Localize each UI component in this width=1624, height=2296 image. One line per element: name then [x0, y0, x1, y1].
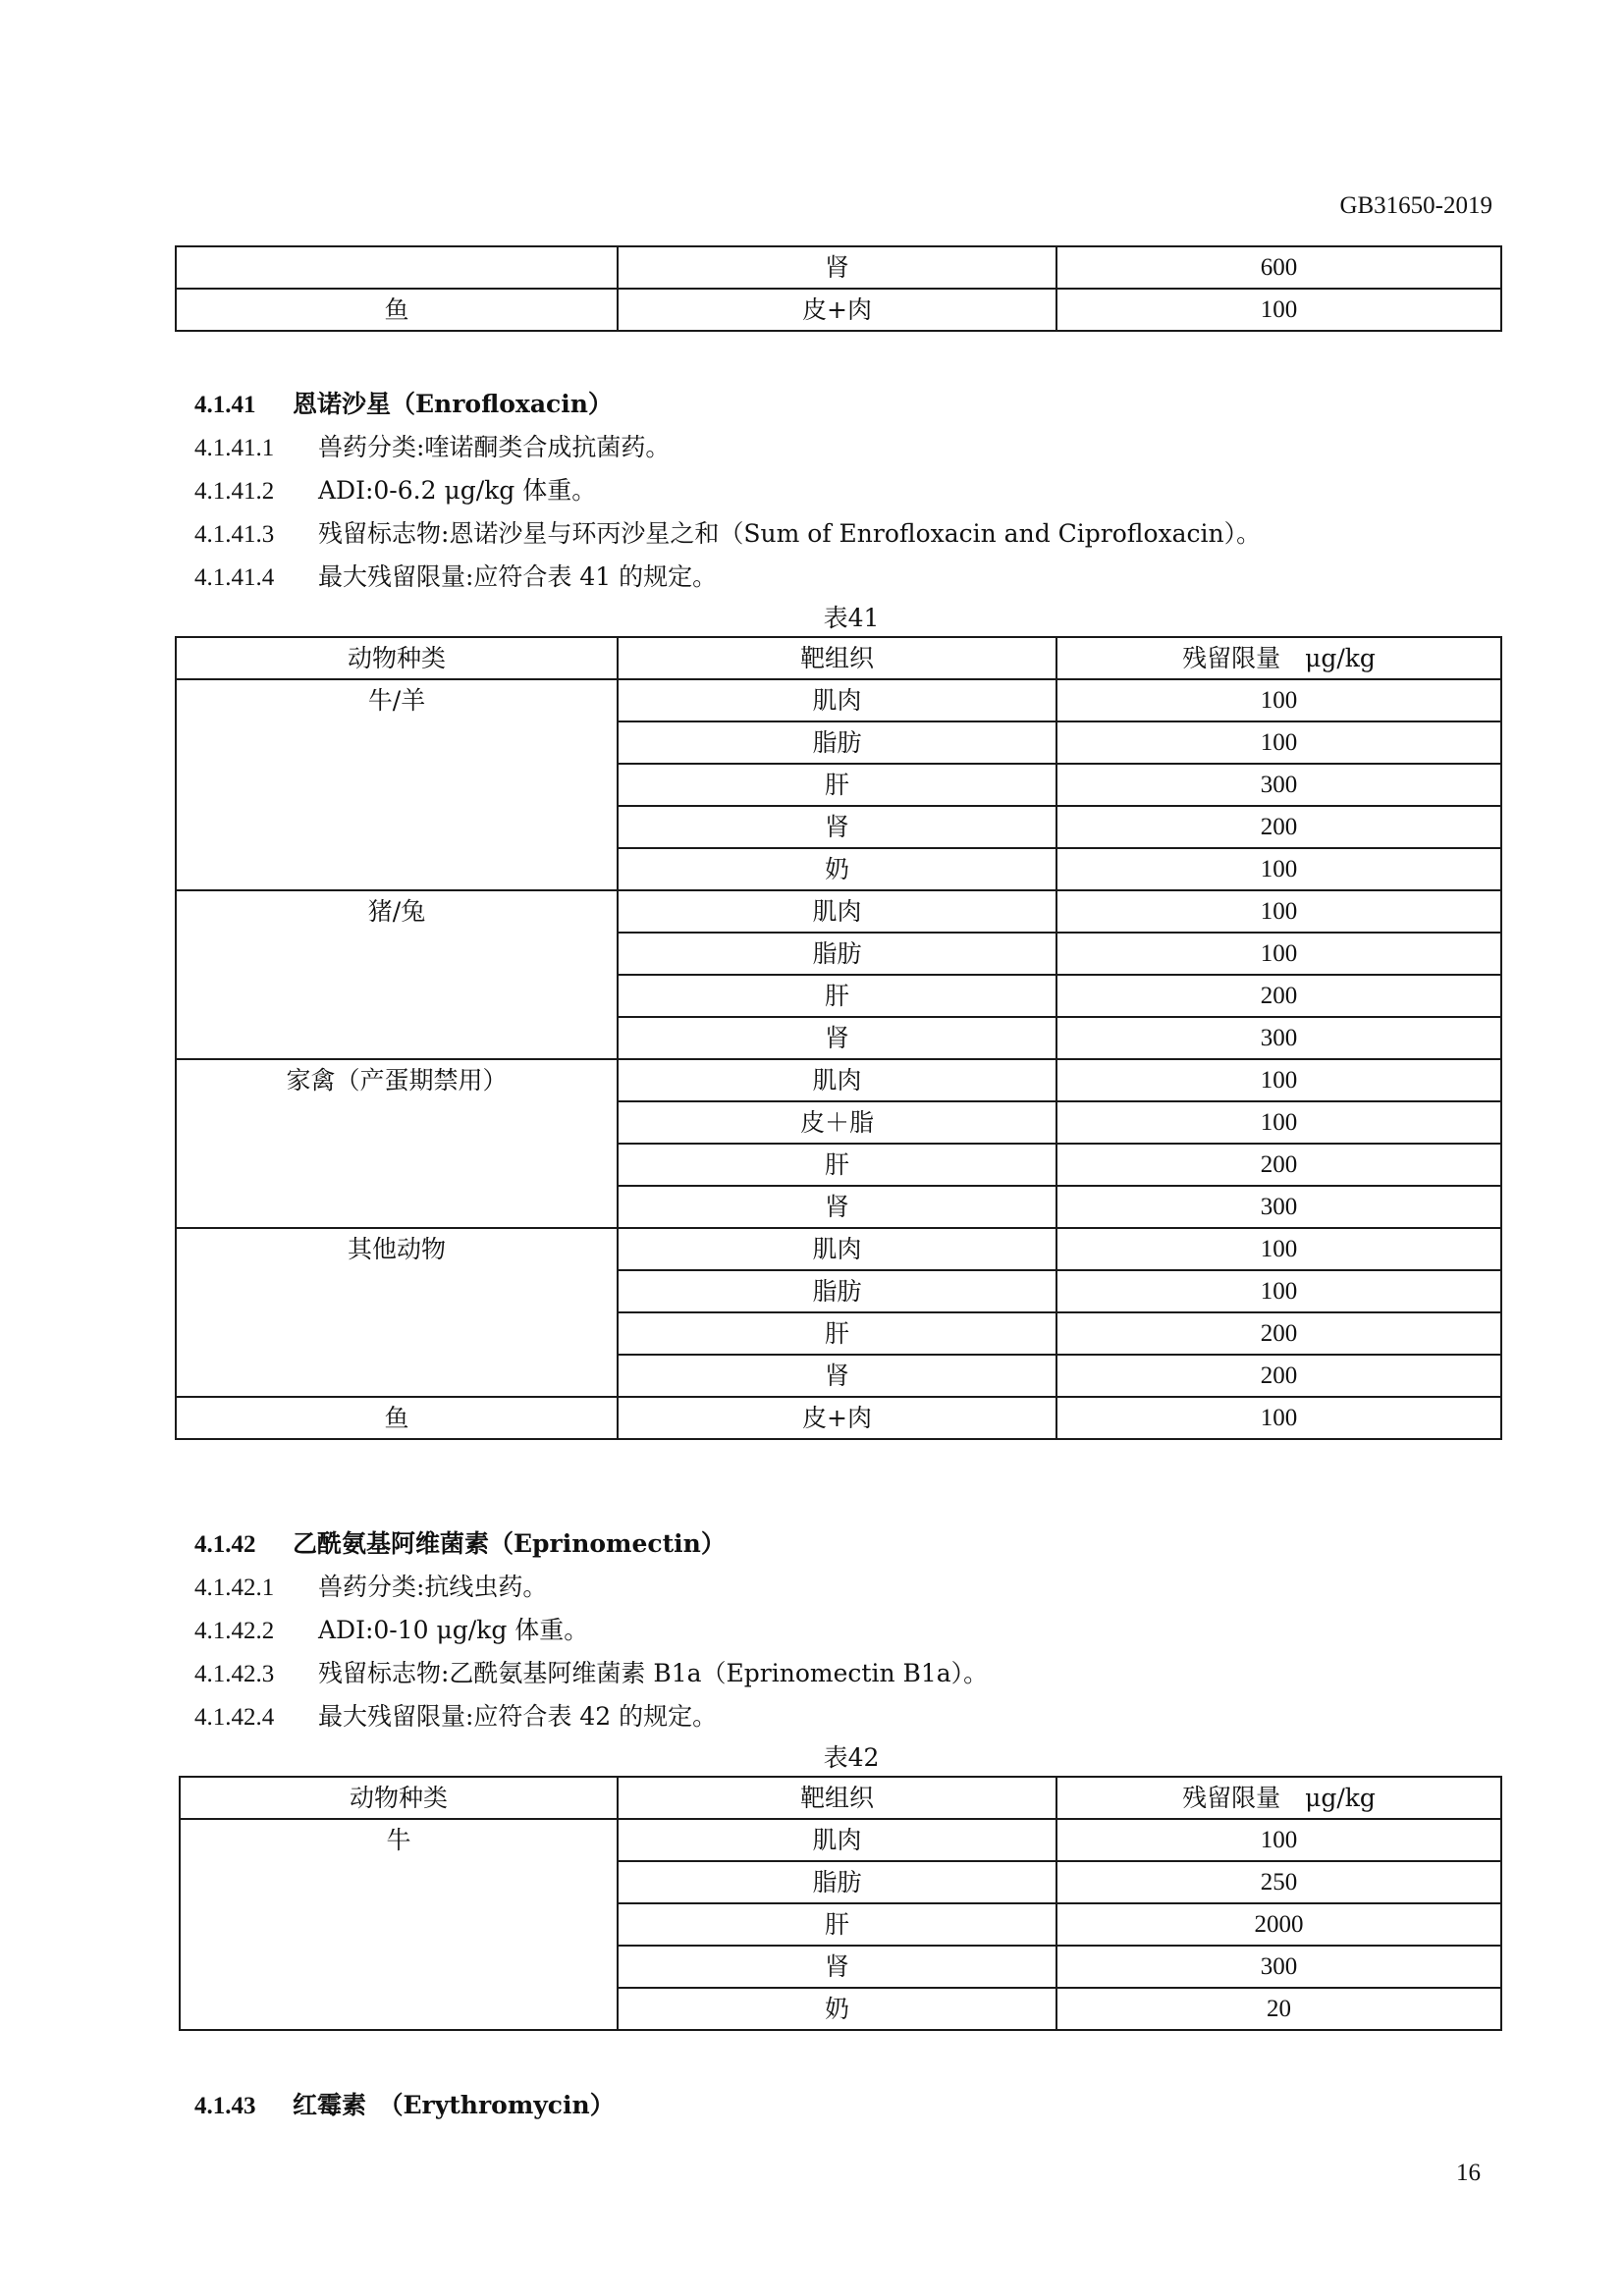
clause-item [194, 558, 717, 593]
tissue-cell: 肝 [618, 1144, 1056, 1186]
section-heading-erythromycin [194, 2086, 615, 2121]
tissue-cell: 皮+肉 [618, 1397, 1056, 1439]
limit-cell: 100 [1056, 721, 1501, 764]
tissue-cell: 肾 [618, 1017, 1056, 1059]
tissue-cell: 肌肉 [618, 1819, 1056, 1861]
limit-cell: 200 [1056, 1355, 1501, 1397]
clause-item [194, 1697, 717, 1733]
table-row [176, 1228, 1501, 1270]
limit-cell: 100 [1056, 1270, 1501, 1312]
clause-text: ADI:0-10 μg/kg 体重。 [318, 1616, 589, 1644]
table-caption: 表41 [823, 604, 880, 632]
clause-text: 残留标志物:乙酰氨基阿维菌素 B1a（Eprinomectin B1a）。 [318, 1659, 989, 1687]
clause-text: 兽药分类:抗线虫药。 [318, 1573, 548, 1601]
clause-text: 兽药分类:喹诺酮类合成抗菌药。 [318, 433, 671, 461]
tissue-cell: 皮+肉 [618, 289, 1056, 331]
limit-cell: 100 [1056, 933, 1501, 975]
tissue-cell: 肌肉 [618, 679, 1056, 721]
clause-text: 最大残留限量:应符合表 42 的规定。 [318, 1702, 718, 1731]
clause-number: 4.1.41.3 [194, 521, 275, 548]
limit-cell: 2000 [1056, 1903, 1501, 1946]
table-row [180, 1819, 1501, 1861]
column-header: 残留限量 μg/kg [1056, 1777, 1501, 1819]
clause-item [194, 1568, 547, 1603]
clause-item [194, 428, 670, 463]
limit-cell: 100 [1056, 679, 1501, 721]
column-header: 动物种类 [176, 637, 618, 679]
tissue-cell: 肝 [618, 1312, 1056, 1355]
animal-cell [176, 246, 618, 289]
table-header-row [176, 637, 1501, 679]
limit-cell: 20 [1056, 1988, 1501, 2030]
limit-cell: 200 [1056, 1312, 1501, 1355]
limit-cell: 100 [1056, 848, 1501, 890]
clause-item [194, 1611, 588, 1646]
section-title: 红霉素 （Erythromycin） [293, 2091, 615, 2119]
clause-number: 4.1.41.2 [194, 478, 275, 505]
animal-cell: 牛 [180, 1819, 618, 2030]
limit-cell: 100 [1056, 1101, 1501, 1144]
limit-cell: 600 [1056, 246, 1501, 289]
clause-text: ADI:0-6.2 μg/kg 体重。 [318, 476, 597, 505]
limit-cell: 200 [1056, 1144, 1501, 1186]
tissue-cell: 肝 [618, 975, 1056, 1017]
clause-number: 4.1.41.1 [194, 435, 275, 461]
limit-cell: 100 [1056, 1059, 1501, 1101]
column-header: 残留限量 μg/kg [1056, 637, 1501, 679]
section-number: 4.1.41 [194, 392, 256, 418]
animal-cell: 牛/羊 [176, 679, 618, 890]
tissue-cell: 肝 [618, 764, 1056, 806]
column-header: 动物种类 [180, 1777, 618, 1819]
animal-cell: 鱼 [176, 1397, 618, 1439]
table-continuation [175, 245, 1502, 332]
clause-item [194, 1654, 988, 1689]
section-heading-enrofloxacin [194, 385, 613, 420]
clause-number: 4.1.42.2 [194, 1618, 275, 1644]
limit-cell: 200 [1056, 975, 1501, 1017]
table-row [176, 679, 1501, 721]
table-caption: 表42 [823, 1743, 880, 1772]
table-row [176, 890, 1501, 933]
clause-text: 最大残留限量:应符合表 41 的规定。 [318, 562, 718, 591]
tissue-cell: 奶 [618, 1988, 1056, 2030]
limit-cell: 100 [1056, 1228, 1501, 1270]
tissue-cell: 肾 [618, 806, 1056, 848]
tissue-cell: 肌肉 [618, 890, 1056, 933]
tissue-cell: 肾 [618, 1355, 1056, 1397]
document-code: GB31650-2019 [1339, 192, 1492, 219]
tissue-cell: 脂肪 [618, 721, 1056, 764]
limit-cell: 300 [1056, 1946, 1501, 1988]
animal-cell: 家禽（产蛋期禁用） [176, 1059, 618, 1228]
limit-cell: 100 [1056, 1819, 1501, 1861]
tissue-cell: 脂肪 [618, 933, 1056, 975]
tissue-cell: 奶 [618, 848, 1056, 890]
column-header: 靶组织 [618, 637, 1056, 679]
table-row [176, 1397, 1501, 1439]
limit-cell: 300 [1056, 764, 1501, 806]
tissue-cell: 脂肪 [618, 1861, 1056, 1903]
section-title: 乙酰氨基阿维菌素（Eprinomectin） [293, 1529, 726, 1558]
tissue-cell: 肾 [618, 1946, 1056, 1988]
clause-number: 4.1.42.4 [194, 1704, 275, 1731]
clause-text: 残留标志物:恩诺沙星与环丙沙星之和（Sum of Enrofloxacin and Ciprofloxacin）。 [318, 519, 1262, 548]
animal-cell: 猪/兔 [176, 890, 618, 1059]
clause-number: 4.1.42.3 [194, 1661, 275, 1687]
limit-cell: 100 [1056, 890, 1501, 933]
page-number: 16 [1456, 2160, 1481, 2186]
animal-cell: 其他动物 [176, 1228, 618, 1397]
tissue-cell: 肾 [618, 246, 1056, 289]
column-header: 靶组织 [618, 1777, 1056, 1819]
clause-item [194, 471, 596, 507]
tissue-cell: 肾 [618, 1186, 1056, 1228]
section-number: 4.1.43 [194, 2093, 256, 2119]
limit-cell: 100 [1056, 289, 1501, 331]
tissue-cell: 皮＋脂 [618, 1101, 1056, 1144]
table-header-row [180, 1777, 1501, 1819]
tissue-cell: 肌肉 [618, 1059, 1056, 1101]
clause-number: 4.1.42.1 [194, 1575, 275, 1601]
limit-cell: 300 [1056, 1017, 1501, 1059]
clause-number: 4.1.41.4 [194, 564, 275, 591]
table-42 [179, 1776, 1502, 2031]
table-row [176, 1059, 1501, 1101]
limit-cell: 100 [1056, 1397, 1501, 1439]
tissue-cell: 脂肪 [618, 1270, 1056, 1312]
table-41 [175, 636, 1502, 1440]
limit-cell: 250 [1056, 1861, 1501, 1903]
tissue-cell: 肌肉 [618, 1228, 1056, 1270]
limit-cell: 300 [1056, 1186, 1501, 1228]
section-title: 恩诺沙星（Enrofloxacin） [293, 390, 613, 418]
limit-cell: 200 [1056, 806, 1501, 848]
table-row [176, 246, 1501, 289]
animal-cell: 鱼 [176, 289, 618, 331]
section-heading-eprinomectin [194, 1524, 726, 1560]
table-row [176, 289, 1501, 331]
clause-item [194, 514, 1261, 550]
section-number: 4.1.42 [194, 1531, 256, 1558]
tissue-cell: 肝 [618, 1903, 1056, 1946]
